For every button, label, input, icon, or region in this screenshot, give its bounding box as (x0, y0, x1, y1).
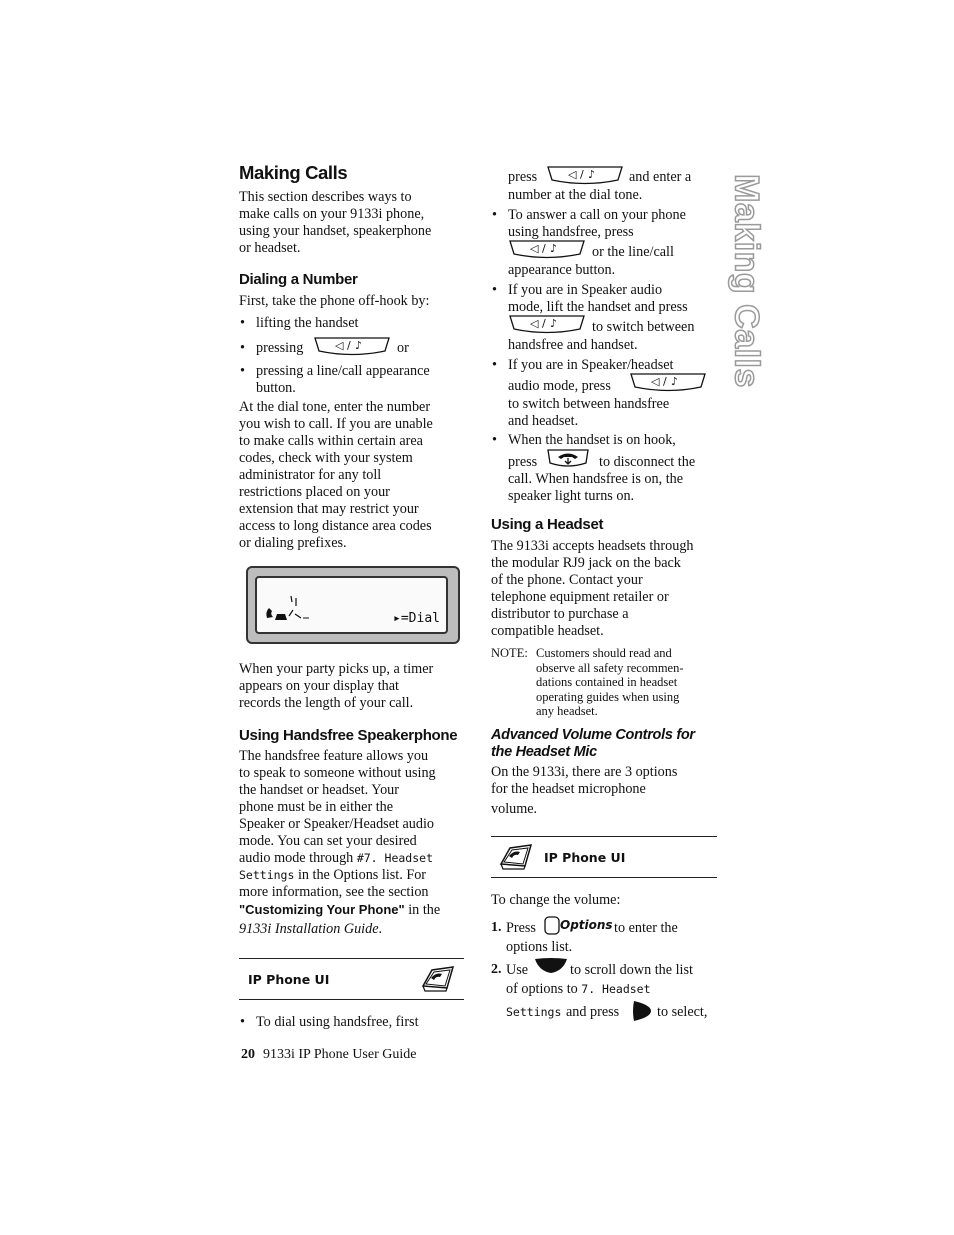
page-footer (241, 1046, 416, 1063)
text-line: operating guides when using (536, 689, 680, 704)
bullet-text: To dial using handsfree, first (256, 1014, 419, 1030)
text-line: extension that may restrict your (239, 501, 419, 517)
step-1 (491, 918, 719, 940)
text-line: handsfree and handset. (508, 337, 638, 353)
text-line: dations contained in headset (536, 675, 678, 689)
headset-heading: Using a Headset (491, 516, 604, 533)
text-span: in the Options list. For (297, 867, 427, 883)
text-line: To answer a call on your phone (508, 207, 686, 223)
text-span: in the (408, 902, 441, 918)
handsfree-heading: Using Handsfree Speakerphone (239, 727, 458, 744)
text-line: codes, check with your system (239, 450, 413, 466)
text-line (239, 850, 469, 867)
list-item: • If you are in Speaker audio mode, lift the handset and press (491, 282, 719, 316)
ip-phone-ui-label: IP Phone UI (544, 850, 626, 865)
list-item: • To answer a call on your phone using handsfree, press (491, 207, 719, 241)
svg-text:♪: ♪ (550, 242, 558, 255)
list-item: • pressing ◁ / ♪ or (239, 336, 467, 356)
text-span: Use (506, 962, 529, 978)
text-line: appears on your display that (239, 678, 399, 694)
softkey-icon (543, 915, 561, 937)
ui-box-top-rule (491, 836, 717, 837)
options-key-label: Options (560, 918, 613, 932)
text-span: audio mode, press (508, 378, 611, 394)
text-line: for the headset microphone (491, 781, 646, 797)
text-span: press (508, 169, 538, 185)
section-title-wrap (239, 162, 347, 184)
text-line: the handset or headset. Your (239, 782, 399, 798)
text-line: call. When handsfree is on, the (508, 471, 684, 487)
code-text: 7. Headset (581, 982, 651, 996)
svg-text:◁: ◁ (530, 242, 539, 255)
heading-line: Advanced Volume Controls for (491, 727, 695, 743)
headset-heading-wrap (491, 516, 603, 533)
text-line: observe all safety recommen- (536, 660, 684, 675)
text-line: access to long distance area codes (239, 518, 432, 534)
bullet-text: or (397, 340, 409, 356)
code-text: Settings (239, 868, 295, 882)
svg-text:◁: ◁ (651, 375, 660, 388)
step-number: 2. (491, 962, 502, 977)
text-line (239, 867, 469, 884)
text-line: The 9133i accepts headsets through (491, 538, 694, 554)
text-span: to enter the (614, 920, 678, 936)
list-item: • To dial using handsfree, first (240, 1014, 419, 1030)
text-line: If you are in Speaker/headset (508, 357, 674, 373)
text-line: restrictions placed on your (239, 484, 390, 500)
text-line: more information, see the section (239, 884, 429, 900)
text-line: telephone equipment retailer or (491, 589, 669, 605)
advanced-heading-wrap (491, 727, 721, 761)
text-line: or dialing prefixes. (239, 535, 347, 551)
speaker-handsfree-key-icon (313, 336, 391, 356)
text-line: appearance button. (508, 262, 616, 278)
svg-text:/: / (347, 339, 351, 352)
text-span: of options to (506, 981, 578, 997)
dial-tone-paragraph (239, 399, 467, 552)
dialing-heading-wrap (239, 271, 358, 288)
ip-phone-ui-label: IP Phone UI (248, 972, 330, 987)
svg-text:/: / (542, 242, 546, 255)
text-line: speaker light turns on. (508, 488, 635, 504)
page-number: 20 (241, 1047, 255, 1062)
text-line: using your handset, speakerphone (239, 223, 432, 239)
svg-text:♪: ♪ (588, 168, 596, 181)
continued-line (508, 165, 718, 187)
ip-phone-icon (420, 964, 456, 994)
text-line: distributor to purchase a (491, 606, 629, 622)
heading-line: the Headset Mic (491, 744, 597, 760)
right-arrow-key-icon (631, 999, 653, 1023)
note-text (536, 646, 716, 719)
section-title: Making Calls (239, 162, 348, 183)
right-arrow-icon: ▸ (393, 611, 401, 626)
dialing-heading: Dialing a Number (239, 271, 358, 288)
ui-box-top-rule (239, 958, 464, 959)
text-line: The handsfree feature allows you (239, 748, 429, 764)
lcd-display-illustration (246, 566, 460, 644)
text-span: Press (506, 920, 536, 936)
svg-text:/: / (663, 375, 667, 388)
text-span: audio mode through (239, 850, 354, 866)
lcd-screen (255, 576, 448, 634)
text-span: . (378, 921, 383, 937)
dialing-lead: First, take the phone off-hook by: (239, 293, 430, 309)
bullet-text: pressing (256, 340, 304, 356)
down-arrow-key-icon (533, 957, 569, 975)
text-span: to select, (657, 1004, 708, 1020)
text-line: the modular RJ9 jack on the back (491, 555, 681, 571)
text-block (508, 396, 718, 430)
text-line: On the 9133i, there are 3 options (491, 764, 678, 780)
lcd-dial-prompt (393, 611, 440, 626)
handsfree-heading-wrap (239, 727, 457, 744)
text-span: press (508, 454, 538, 470)
text-line: When the handset is on hook, (508, 432, 676, 448)
text-span: to switch between (592, 319, 695, 335)
speaker-handsfree-key-icon (546, 165, 624, 185)
text-span: and press (566, 1004, 620, 1020)
ui-box-bottom-rule (491, 877, 717, 878)
side-tab (726, 168, 766, 393)
timer-paragraph (239, 661, 467, 712)
text-block (508, 471, 718, 505)
text-line: Customers should read and (536, 646, 672, 660)
text-line: phone must be in either the (239, 799, 394, 815)
text-line: you wish to call. If you are unable (239, 416, 433, 432)
svg-text:/: / (580, 168, 584, 181)
text-line: options list. (506, 939, 573, 955)
code-text: #7. Headset (356, 851, 433, 865)
text-line (506, 1004, 721, 1026)
text-line: When your party picks up, a timer (239, 661, 434, 677)
bullet-text: lifting the handset (256, 315, 359, 331)
text-line: mode. You can set your desired (239, 833, 417, 849)
guide-title: 9133i IP Phone User Guide (263, 1047, 417, 1062)
svg-text:♪: ♪ (550, 317, 558, 330)
text-line: to speak to someone without using (239, 765, 436, 781)
side-tab-label: Making Calls (727, 173, 766, 388)
svg-text:◁: ◁ (335, 339, 344, 352)
cross-reference-link[interactable]: "Customizing Your Phone" (239, 902, 405, 917)
instruction-lead: To change the volume: (491, 892, 621, 908)
goodbye-key-icon (546, 448, 590, 468)
text-line: At the dial tone, enter the number (239, 399, 431, 415)
speaker-handsfree-key-icon (629, 372, 707, 392)
text-line: or headset. (239, 240, 301, 256)
text-line (239, 901, 469, 919)
advanced-heading (491, 727, 721, 761)
svg-text:♪: ♪ (671, 375, 679, 388)
svg-text:◁: ◁ (568, 168, 577, 181)
text-span: or the line/call (592, 244, 674, 260)
guide-title-italic: 9133i Installation Guide (239, 921, 379, 937)
text-line: If you are in Speaker audio (508, 282, 663, 298)
svg-text:/: / (542, 317, 546, 330)
text-line: to switch between handsfree (508, 396, 670, 412)
speaker-handsfree-key-icon (508, 314, 586, 334)
text-line: compatible headset. (491, 623, 604, 639)
step-2 (491, 960, 719, 982)
text-line: Speaker or Speaker/Headset audio (239, 816, 435, 832)
list-item: • lifting the handset (240, 315, 359, 331)
text-line: to make calls within certain area (239, 433, 423, 449)
text-line: This section describes ways to (239, 189, 412, 205)
text-line: volume. (491, 801, 538, 817)
list-item: • pressing a line/call appearance button. (239, 363, 467, 397)
text-line: administrator for any toll (239, 467, 382, 483)
text-line: number at the dial tone. (508, 187, 643, 203)
text-span: and enter a (629, 169, 692, 185)
text-line: records the length of your call. (239, 695, 414, 711)
text-line (239, 921, 469, 938)
intro-paragraph (239, 189, 467, 257)
bullet-text: pressing a line/call appearance (256, 363, 430, 379)
step-number: 1. (491, 920, 502, 935)
svg-text:◁: ◁ (530, 317, 539, 330)
note-label: NOTE: (491, 646, 528, 660)
svg-text:♪: ♪ (355, 339, 363, 352)
text-span: to disconnect the (599, 454, 696, 470)
list-item: • If you are in Speaker/headset (491, 357, 719, 374)
offhook-list (239, 315, 467, 332)
lcd-dial-label: =Dial (400, 611, 440, 626)
text-line: of the phone. Contact your (491, 572, 643, 588)
text-line: mode, lift the handset and press (508, 299, 688, 315)
headset-paragraph (491, 538, 721, 640)
text-line: any headset. (536, 704, 598, 718)
handsfree-paragraph (239, 748, 469, 938)
ip-phone-icon (498, 842, 534, 872)
offhook-handset-icon (263, 592, 313, 624)
list-item: • When the handset is on hook, (491, 432, 719, 449)
text-line: make calls on your 9133i phone, (239, 206, 425, 222)
text-line (506, 981, 651, 998)
text-span: to scroll down the list (570, 962, 693, 978)
text-line: and headset. (508, 413, 579, 429)
speaker-handsfree-key-icon (508, 239, 586, 259)
ui-box-bottom-rule (239, 999, 464, 1000)
advanced-paragraph (491, 764, 721, 818)
code-text: Settings (506, 1005, 562, 1019)
bullet-text: button. (256, 380, 296, 396)
text-line: using handsfree, press (508, 224, 634, 240)
